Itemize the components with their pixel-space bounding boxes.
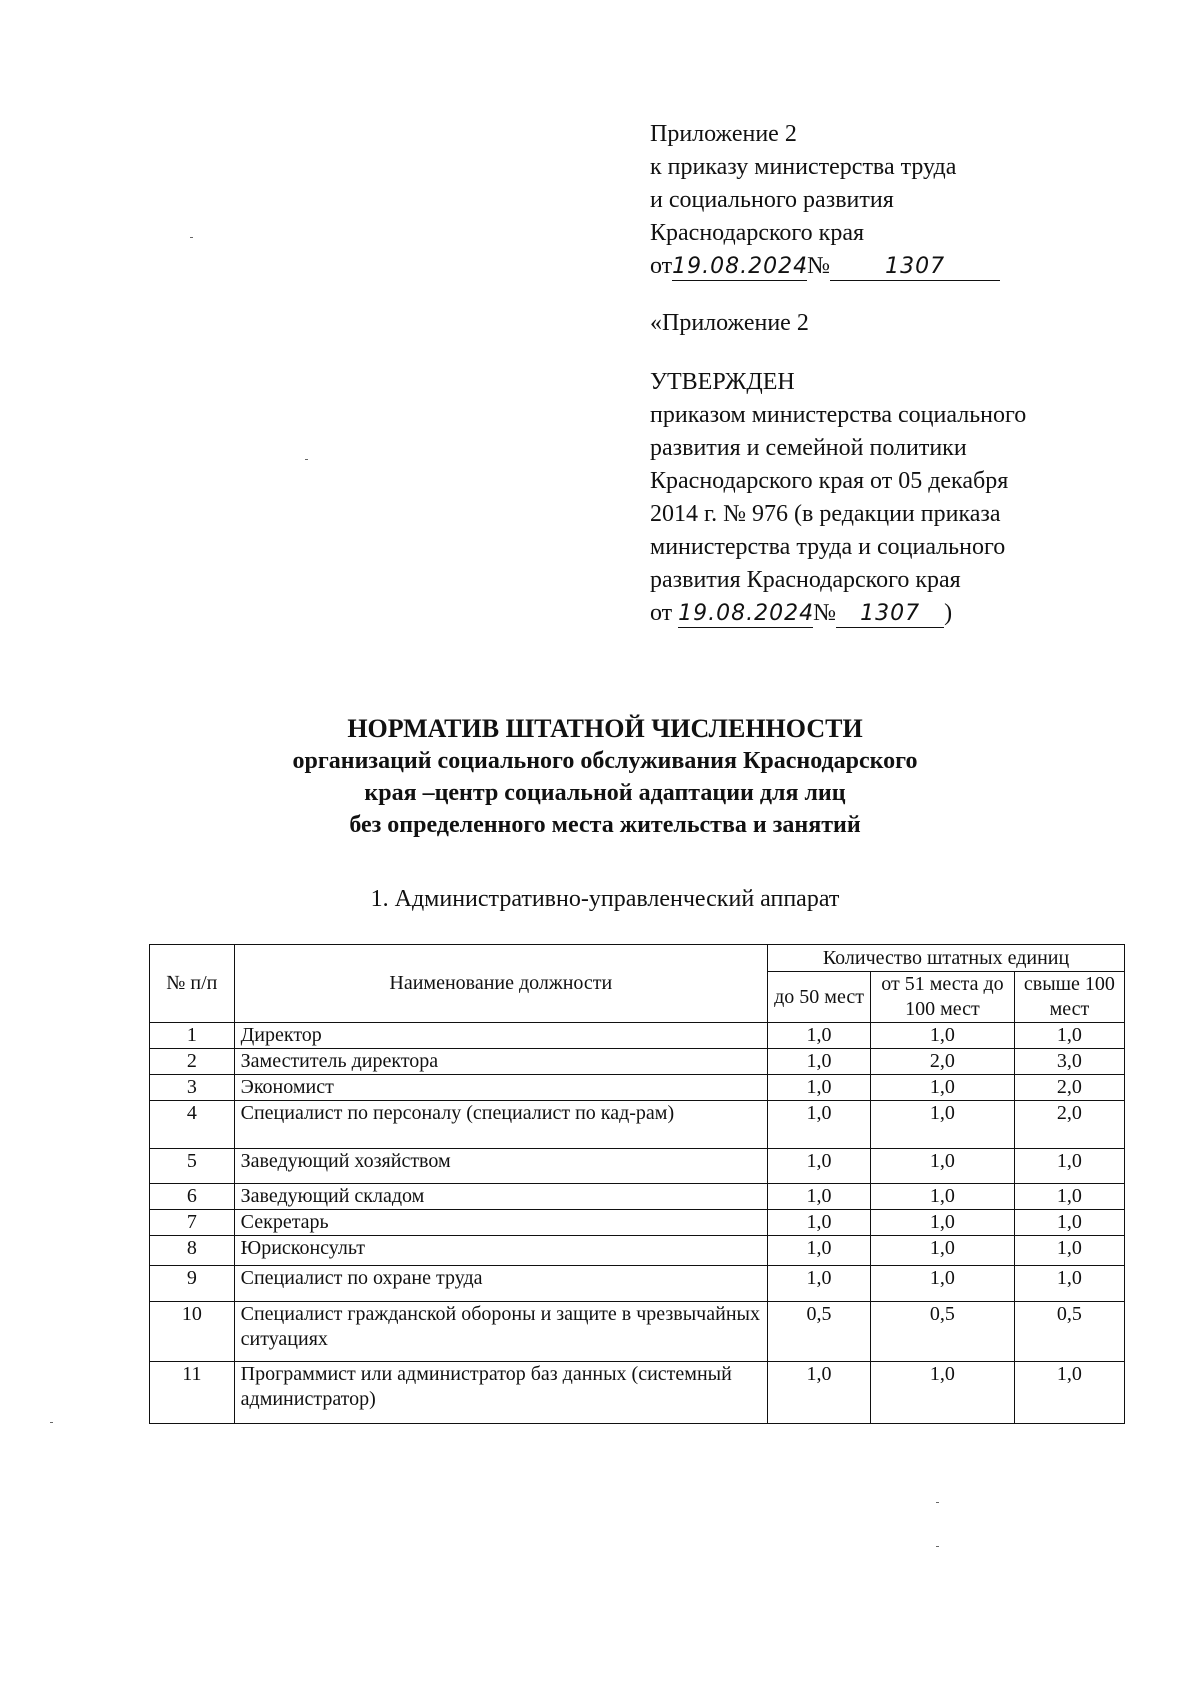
units-51-to-100: 1,0: [871, 1149, 1015, 1184]
units-51-to-100: 1,0: [871, 1075, 1015, 1101]
table-row: [150, 1362, 1125, 1424]
units-over-100: 1,0: [1014, 1210, 1124, 1236]
close-paren: ): [944, 600, 953, 626]
position-name: Юрисконсульт: [234, 1236, 767, 1266]
position-name: Специалист по охране труда: [234, 1266, 767, 1302]
col-header-units: Количество штатных единиц: [768, 945, 1125, 972]
table-row: [150, 1049, 1125, 1075]
scan-speck: [190, 237, 193, 238]
units-51-to-100: 1,0: [871, 1266, 1015, 1302]
approval-line: развития Краснодарского края: [650, 567, 961, 593]
row-number: 6: [150, 1184, 235, 1210]
title-line: организаций социального обслуживания Краснодарского: [292, 748, 918, 774]
table-row: [150, 1266, 1125, 1302]
units-up-to-50: 0,5: [768, 1302, 871, 1362]
position-name: Секретарь: [234, 1210, 767, 1236]
units-up-to-50: 1,0: [768, 1149, 871, 1184]
section-heading: 1. Административно-управленческий аппарат: [370, 886, 840, 912]
units-51-to-100: 2,0: [871, 1049, 1015, 1075]
from-label: от: [650, 600, 673, 626]
row-number: 9: [150, 1266, 235, 1302]
row-number: 3: [150, 1075, 235, 1101]
appendix-quote: «Приложение 2: [650, 310, 809, 336]
units-up-to-50: 1,0: [768, 1362, 871, 1424]
staffing-table: [149, 944, 1125, 1424]
units-over-100: 1,0: [1014, 1149, 1124, 1184]
table-row: [150, 1075, 1125, 1101]
units-up-to-50: 1,0: [768, 1184, 871, 1210]
appendix-header: [650, 118, 1120, 630]
row-number: 1: [150, 1023, 235, 1049]
approval-date-line: [650, 597, 1120, 630]
approval-line: министерства труда и социального: [650, 534, 1006, 560]
col-header-up-to-50: до 50 мест: [768, 972, 871, 1023]
table-row: [150, 1184, 1125, 1210]
title-main: НОРМАТИВ ШТАТНОЙ ЧИСЛЕННОСТИ: [347, 714, 863, 743]
table-row: [150, 1101, 1125, 1149]
ministry-line: и социального развития: [650, 187, 894, 213]
units-up-to-50: 1,0: [768, 1210, 871, 1236]
approval-line: 2014 г. № 976 (в редакции приказа: [650, 501, 1001, 527]
approval-line: Краснодарского края от 05 декабря: [650, 468, 1009, 494]
approved-heading: УТВЕРЖДЕН: [650, 369, 795, 395]
scan-speck: [50, 1422, 53, 1423]
position-name: Специалист гражданской обороны и защите в чрезвычайных ситуациях: [234, 1302, 767, 1362]
title-line: края –центр социальной адаптации для лиц: [364, 780, 846, 806]
position-name: Заместитель директора: [234, 1049, 767, 1075]
scan-speck: [305, 459, 308, 460]
units-over-100: 1,0: [1014, 1236, 1124, 1266]
units-up-to-50: 1,0: [768, 1236, 871, 1266]
row-number: 11: [150, 1362, 235, 1424]
table-row: [150, 1302, 1125, 1362]
row-number: 2: [150, 1049, 235, 1075]
units-up-to-50: 1,0: [768, 1266, 871, 1302]
units-51-to-100: 1,0: [871, 1023, 1015, 1049]
units-51-to-100: 1,0: [871, 1362, 1015, 1424]
order-date-line: [650, 250, 1120, 283]
units-51-to-100: 1,0: [871, 1184, 1015, 1210]
units-over-100: 3,0: [1014, 1049, 1124, 1075]
units-51-to-100: 1,0: [871, 1101, 1015, 1149]
units-up-to-50: 1,0: [768, 1023, 871, 1049]
handwritten-number: 1307: [885, 254, 946, 279]
units-over-100: 2,0: [1014, 1075, 1124, 1101]
approval-line: развития и семейной политики: [650, 435, 967, 461]
units-over-100: 1,0: [1014, 1266, 1124, 1302]
units-51-to-100: 1,0: [871, 1236, 1015, 1266]
table-row: [150, 1149, 1125, 1184]
row-number: 4: [150, 1101, 235, 1149]
table-row: [150, 1023, 1125, 1049]
region-line: Краснодарского края: [650, 220, 865, 246]
order-reference: к приказу министерства труда: [650, 154, 957, 180]
units-over-100: 2,0: [1014, 1101, 1124, 1149]
units-over-100: 1,0: [1014, 1184, 1124, 1210]
appendix-label: Приложение 2: [650, 121, 797, 147]
units-up-to-50: 1,0: [768, 1075, 871, 1101]
row-number: 10: [150, 1302, 235, 1362]
col-header-over-100: свыше 100 мест: [1014, 972, 1124, 1023]
approval-line: приказом министерства социального: [650, 402, 1027, 428]
number-label: №: [807, 253, 831, 279]
document-title: [150, 713, 1060, 841]
row-number: 8: [150, 1236, 235, 1266]
col-header-51-to-100: от 51 места до 100 мест: [871, 972, 1015, 1023]
row-number: 5: [150, 1149, 235, 1184]
position-name: Экономист: [234, 1075, 767, 1101]
handwritten-number: 1307: [860, 601, 921, 626]
units-up-to-50: 1,0: [768, 1101, 871, 1149]
position-name: Заведующий хозяйством: [234, 1149, 767, 1184]
table-row: [150, 1236, 1125, 1266]
table-body: [150, 1023, 1125, 1424]
position-name: Заведующий складом: [234, 1184, 767, 1210]
handwritten-date: 19.08.2024: [678, 601, 815, 626]
col-header-number: № п/п: [150, 945, 235, 1023]
from-label: от: [650, 253, 673, 279]
scan-speck: [936, 1546, 939, 1547]
table-row: [150, 1210, 1125, 1236]
units-over-100: 0,5: [1014, 1302, 1124, 1362]
position-name: Специалист по персоналу (специалист по кад-рам): [234, 1101, 767, 1149]
units-over-100: 1,0: [1014, 1023, 1124, 1049]
units-51-to-100: 0,5: [871, 1302, 1015, 1362]
units-up-to-50: 1,0: [768, 1049, 871, 1075]
position-name: Директор: [234, 1023, 767, 1049]
row-number: 7: [150, 1210, 235, 1236]
handwritten-date: 19.08.2024: [672, 254, 809, 279]
position-name: Программист или администратор баз данных (системный администратор): [234, 1362, 767, 1424]
number-label: №: [813, 600, 837, 626]
units-51-to-100: 1,0: [871, 1210, 1015, 1236]
col-header-position: Наименование должности: [234, 945, 767, 1023]
scan-speck: [936, 1502, 939, 1503]
units-over-100: 1,0: [1014, 1362, 1124, 1424]
title-line: без определенного места жительства и занятий: [349, 812, 861, 838]
